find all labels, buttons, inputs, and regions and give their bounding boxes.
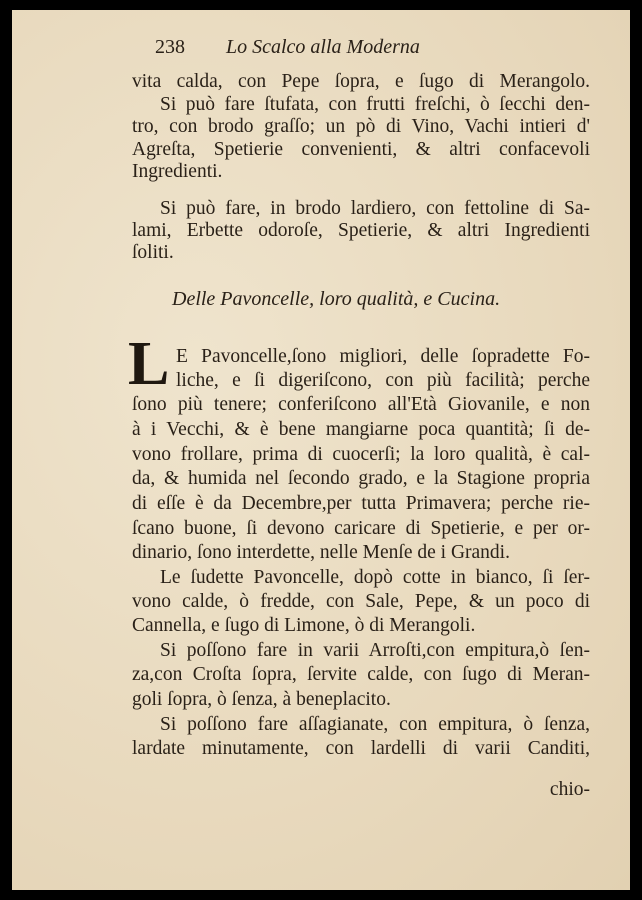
page-number: 238	[155, 36, 185, 58]
text-line: Si può fare ſtufata, con frutti freſchi, ò ſecchi den-	[160, 94, 590, 115]
text-line: Si può fare, in brodo lardiero, con fettoline di Sa-	[160, 198, 590, 219]
text-line: Le ſudette Pavoncelle, dopò cotte in bianco, ſi ſer-	[160, 567, 590, 588]
text-line: dinario, ſono interdette, nelle Menſe de i Grandi.	[132, 542, 510, 563]
text-line: vono frollare, prima di cuocerſi; la loro qualità, è cal-	[132, 444, 590, 465]
text-line: Si poſſono fare aſſagianate, con empitura, ò ſenza,	[160, 714, 590, 735]
text-line: za,con Croſta ſopra, ſervite calde, con ſugo di Meran-	[132, 664, 590, 685]
text-line: di eſſe è da Decembre,per tutta Primavera; perche rie-	[132, 493, 590, 514]
text-line: lardate minutamente, con lardelli di varii Canditi,	[132, 738, 590, 759]
text-line: tro, con brodo graſſo; un pò di Vino, Vachi intieri d'	[132, 116, 590, 137]
text-line: ſcano buone, ſi devono caricare di Spetierie, e per or-	[132, 518, 590, 539]
drop-cap: L	[128, 330, 170, 398]
text-line: Si poſſono fare in varii Arroſti,con empitura,ò ſen-	[160, 640, 590, 661]
text-line: vita calda, con Pepe ſopra, e ſugo di Merangolo.	[132, 71, 590, 92]
text-line: vono calde, ò fredde, con Sale, Pepe, & un poco di	[132, 591, 590, 612]
text-line: E Pavoncelle,ſono migliori, delle ſopradette Fo-	[176, 346, 590, 367]
text-line: da, & humida nel ſecondo grado, e la Stagione propria	[132, 468, 590, 489]
text-line: goli ſopra, ò ſenza, à beneplacito.	[132, 689, 391, 710]
section-heading: Delle Pavoncelle, loro qualità, e Cucina.	[172, 288, 501, 310]
text-line: lami, Erbette odoroſe, Spetierie, & altri Ingredienti	[132, 220, 590, 241]
running-title: Lo Scalco alla Moderna	[226, 36, 420, 58]
text-line: Cannella, e ſugo di Limone, ò di Merangoli.	[132, 615, 476, 636]
catchword: chio-	[549, 779, 590, 800]
text-line: Agreſta, Spetierie convenienti, & altri confacevoli	[132, 139, 590, 160]
text-line: ſoliti.	[132, 242, 174, 263]
text-line: liche, e ſi digeriſcono, con più facilità; perche	[176, 370, 590, 391]
text-line: à i Vecchi, & è bene mangiarne poca quantità; ſi de-	[132, 419, 590, 440]
text-line: ſono più tenere; conferiſcono all'Età Giovanile, e non	[132, 394, 590, 415]
text-line: Ingredienti.	[132, 161, 223, 182]
